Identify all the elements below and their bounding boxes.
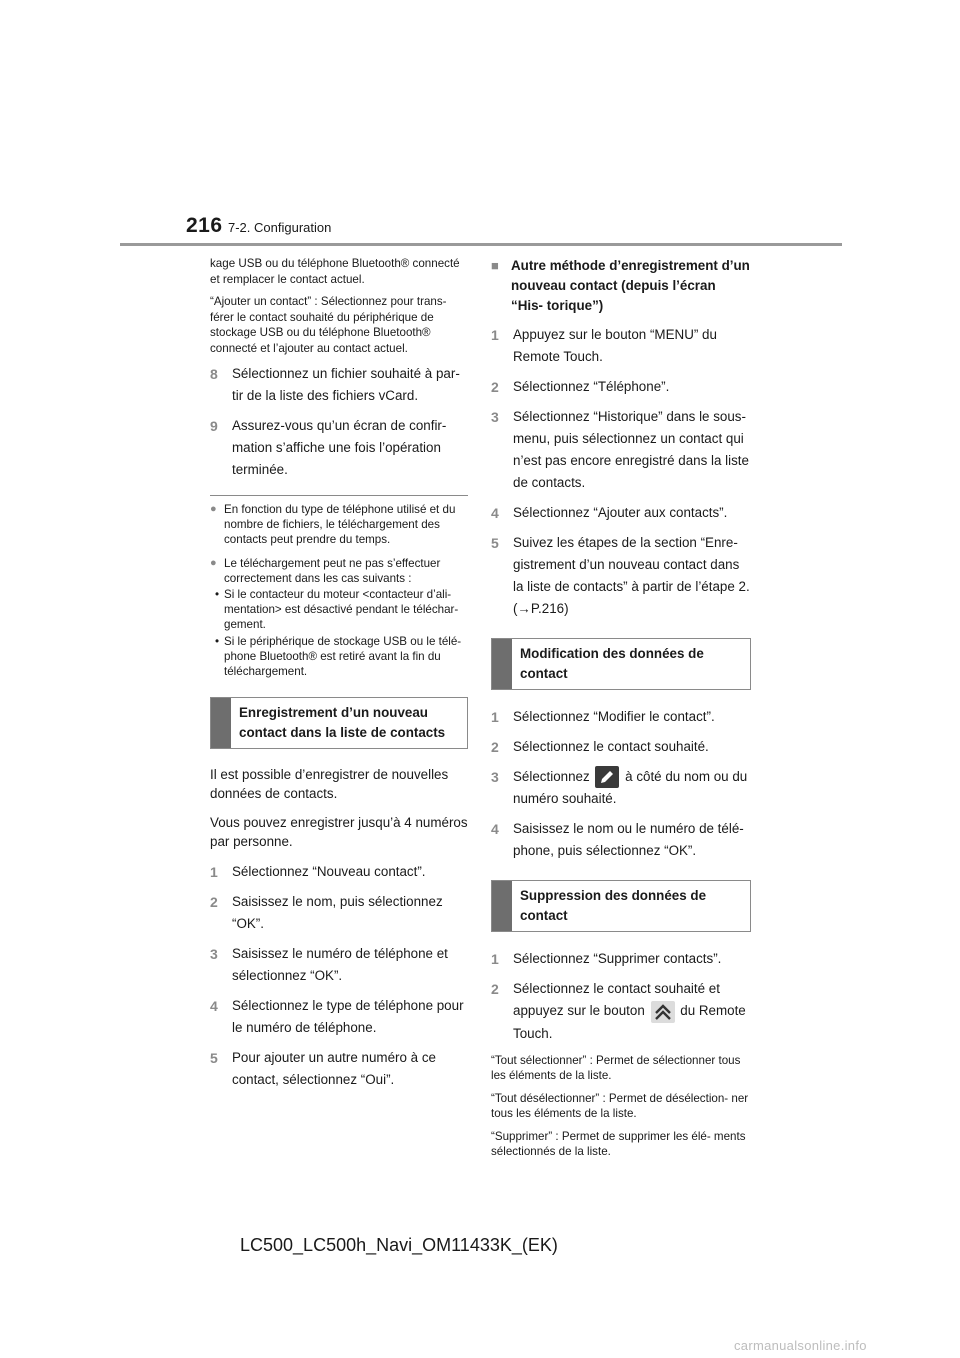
bullet-item <box>210 502 468 547</box>
section-box <box>491 880 751 932</box>
bullet-dot-icon: ● <box>210 557 217 569</box>
chevron-up-icon <box>651 1001 675 1023</box>
sub-bullet-item <box>210 587 468 632</box>
step-number: 4 <box>210 998 218 1014</box>
sub-bullet-dot-icon: • <box>214 635 220 648</box>
step-item <box>491 406 751 494</box>
step-text: Assurez-vous qu’un écran de confir- mation s’affiche une fois l’opération terminée. <box>232 418 447 477</box>
step-number: 2 <box>491 379 499 395</box>
step-number: 4 <box>491 821 499 838</box>
edit-pencil-icon <box>595 766 619 788</box>
step-number: 1 <box>491 951 499 968</box>
left-column <box>210 256 468 1099</box>
step-text: Saisissez le nom, puis sélectionnez “OK”. <box>232 894 443 931</box>
step-item <box>491 376 751 398</box>
step-item <box>210 943 468 987</box>
step-number: 1 <box>210 864 218 880</box>
step-item <box>210 995 468 1039</box>
square-bullet-icon: ■ <box>491 258 499 273</box>
step-number: 3 <box>210 946 218 962</box>
sub-bullet-dot-icon: • <box>214 588 220 601</box>
step-number: 2 <box>491 739 499 755</box>
bullet-text: Le téléchargement peut ne pas s’effectuer correctement dans les cas suivants : <box>224 557 441 585</box>
section-box <box>491 638 751 690</box>
step-item <box>491 324 751 368</box>
subsection-heading-text: Autre méthode d’enregistrement d’un nouveau contact (depuis l’écran “His- torique”) <box>511 258 750 313</box>
step-text: Appuyez sur le bouton “MENU” du Remote Touch. <box>513 327 717 364</box>
note-text: “Supprimer” : Permet de supprimer les élé- ments sélectionnés de la liste. <box>491 1129 746 1159</box>
watermark: carmanualsonline.info <box>734 1338 867 1353</box>
step-item <box>210 861 468 883</box>
step-text: Sélectionnez le type de téléphone pour le numéro de téléphone. <box>232 998 464 1035</box>
step-number: 1 <box>491 327 499 343</box>
step-item <box>491 818 751 862</box>
step-item <box>210 363 468 407</box>
step-text: Saisissez le nom ou le numéro de télé- phone, puis sélectionnez “OK”. <box>513 821 744 859</box>
step-text: Sélectionnez “Supprimer contacts”. <box>513 951 722 967</box>
section-title: 7-2. Configuration <box>228 220 332 235</box>
note-text: “Ajouter un contact” : Sélectionnez pour trans- férer le contact souhaité du périphérique de stockage USB ou du téléphone Bluetooth® connecté et l’ajouter au contact actuel. <box>210 295 447 355</box>
step-number: 5 <box>491 535 499 551</box>
step-item <box>210 415 468 481</box>
step-number: 3 <box>491 769 499 785</box>
step-text: Sélectionnez un fichier souhaité à par- tir de la liste des fichiers vCard. <box>232 366 460 403</box>
step-text: Sélectionnez le contact souhaité. <box>513 739 709 754</box>
note-text: “Tout désélectionner” : Permet de désélection- ner tous les éléments de la liste. <box>491 1091 749 1121</box>
document-footer: LC500_LC500h_Navi_OM11433K_(EK) <box>240 1235 558 1255</box>
step-text <box>513 978 751 1044</box>
step-item <box>210 1047 468 1091</box>
section-box-title: Modification des données de contact <box>520 646 704 681</box>
step-text-part: du Remote Touch. <box>513 1003 746 1041</box>
step-item <box>491 978 751 1044</box>
subsection-heading <box>491 256 751 316</box>
step-text-part: Sélectionnez <box>513 769 590 784</box>
step-text: Saisissez le numéro de téléphone et sélectionnez “OK”. <box>232 946 448 983</box>
paragraph: Vous pouvez enregistrer jusqu’à 4 numéros par personne. <box>210 815 468 849</box>
section-box <box>210 697 468 749</box>
step-number: 8 <box>210 366 218 382</box>
step-text: Sélectionnez “Nouveau contact”. <box>232 864 426 879</box>
section-box-bar <box>492 881 512 931</box>
step-text <box>513 766 751 810</box>
step-text-part: à côté du nom ou du numéro souhaité. <box>513 769 748 807</box>
step-number: 1 <box>491 709 499 725</box>
note-text: “Tout sélectionner” : Permet de sélectionner tous les éléments de la liste. <box>491 1053 741 1083</box>
step-number: 5 <box>210 1050 218 1066</box>
step-number: 2 <box>491 981 499 998</box>
bullet-text: En fonction du type de téléphone utilisé et du nombre de fichiers, le téléchargement des contacts peut prendre du temps. <box>224 503 456 546</box>
step-item <box>491 766 751 810</box>
step-number: 2 <box>210 894 218 910</box>
caution-divider <box>210 495 468 496</box>
bullet-dot-icon: ● <box>210 503 217 515</box>
section-box-title: Suppression des données de contact <box>520 888 707 924</box>
sub-bullet-text: Si le périphérique de stockage USB ou le télé- phone Bluetooth® est retiré avant la fin du téléchargement. <box>224 635 462 678</box>
step-text: Suivez les étapes de la section “Enre- gistrement d’un nouveau contact dans la liste de contacts” à partir de l’étape 2. (→P.216) <box>513 535 750 616</box>
paragraph: Il est possible d’enregistrer de nouvelles données de contacts. <box>210 767 449 801</box>
step-item <box>491 736 751 758</box>
sub-bullet-text: Si le contacteur du moteur <contacteur d’ali- mentation> est désactivé pendant le téléchar- gement. <box>224 588 459 631</box>
step-number: 4 <box>491 505 499 521</box>
bullet-item <box>210 556 468 586</box>
section-box-bar <box>211 698 231 748</box>
step-item <box>210 891 468 935</box>
step-text-part: Sélectionnez le contact souhaité et appuyez sur le bouton <box>513 981 720 1019</box>
right-column <box>491 256 751 1167</box>
page-number: 216 <box>186 214 223 237</box>
step-number: 3 <box>491 409 499 425</box>
step-text: Sélectionnez “Téléphone”. <box>513 379 670 394</box>
step-number: 9 <box>210 418 218 434</box>
step-item <box>491 532 751 620</box>
step-text: Sélectionnez “Historique” dans le sous-menu, puis sélectionnez un contact qui n’est pas encore enregistré dans la liste de contacts. <box>513 409 749 490</box>
header-divider <box>120 243 842 246</box>
step-item <box>491 502 751 524</box>
step-text: Pour ajouter un autre numéro à ce contact, sélectionnez “Oui”. <box>232 1050 436 1087</box>
section-box-bar <box>492 639 512 689</box>
section-box-title: Enregistrement d’un nouveau contact dans la liste de contacts <box>239 705 446 740</box>
step-item <box>491 948 751 970</box>
sub-bullet-item <box>210 634 468 679</box>
step-text: Sélectionnez “Modifier le contact”. <box>513 709 715 724</box>
step-item <box>491 706 751 728</box>
note-text: kage USB ou du téléphone Bluetooth® connecté et remplacer le contact actuel. <box>210 257 460 286</box>
step-text: Sélectionnez “Ajouter aux contacts”. <box>513 505 728 520</box>
